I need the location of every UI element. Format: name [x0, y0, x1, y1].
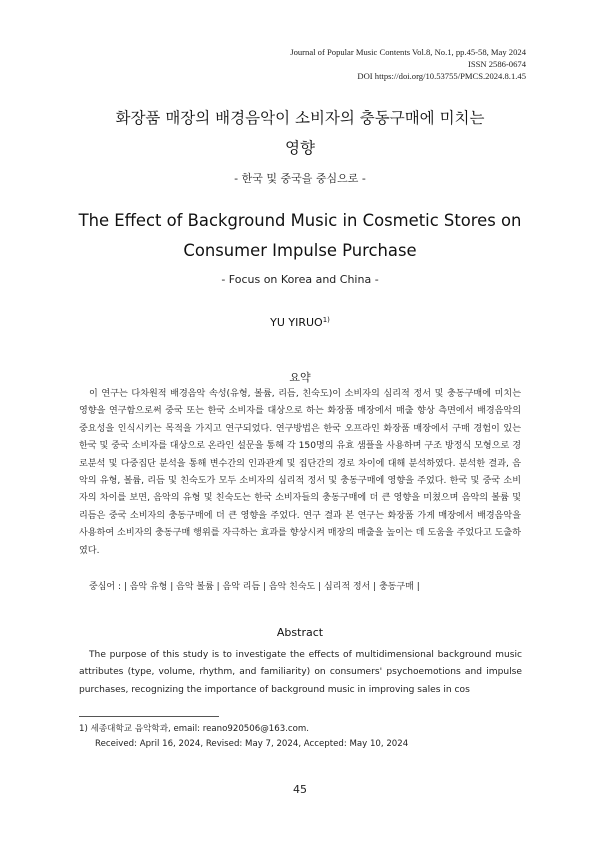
author-name: YU YIRUO	[270, 316, 323, 329]
english-title	[40, 206, 560, 266]
english-subtitle: - Focus on Korea and China -	[221, 273, 379, 286]
footnote	[79, 722, 539, 752]
korean-abstract-heading: 요약	[289, 371, 311, 384]
korean-title	[60, 103, 540, 163]
korean-title-line2: 영향	[285, 139, 315, 157]
footnote-divider	[79, 716, 219, 717]
author-line	[60, 316, 540, 329]
korean-abstract-body: 이 연구는 다차원적 배경음악 속성(유형, 볼륨, 리듬, 친숙도)이 소비자의 심리적 정서 및 충동구매에 미치는 영향을 연구함으로써 중국 또는 한국 소비자를 대상으로 하는 화장품 매장에서 매출 향상 측면에서 배경음악의 중요성을 인식시키는 목적을 가지고 연구되었다. 연구방법은 한국 오프라인 화장품 매장에서 구매 경험이 있는 한국 및 중국 소비자를 대상으로 온라인 설문을 통해 각 150명의 유효 샘플을 사용하며 구조 방정식 모형으로 경로분석 및 다중집단 분석을 통해 변수간의 인과관계 및 집단간의 경로 차이에 대해 분석하였다. 분석한 결과, 음악의 유형, 볼륨, 리듬 및 친숙도가 모두 소비자의 심리적 정서 및 충동구매에 영향을 주었다. 한국 및 중국 소비자의 차이를 보면, 음악의 유형 및 친숙도는 한국 소비자들의 충동구매에 더 큰 영향을 미쳤으며 음악의 볼륨 및 리듬은 중국 소비자의 충동구매에 더 큰 영향을 주었다. 연구 결과 본 연구는 화장품 가게 매장에서 배경음악을 사용하여 소비자의 충동구매 행위를 자극하는 효과를 향상시켜 매장의 매출을 높이는 데 도움을 주었다고 도출하였다.	[79, 389, 521, 556]
footnote-dates: Received: April 16, 2024, Revised: May 7, 2024, Accepted: May 10, 2024	[95, 739, 409, 749]
author-footnote-mark: 1)	[322, 316, 330, 324]
korean-keywords: 중심어 : | 음악 유형 | 음악 볼륨 | 음악 리듬 | 음악 친숙도 | 심리적 정서 | 충동구매 |	[89, 582, 420, 592]
english-title-line2: Consumer Impulse Purchase	[183, 241, 417, 260]
korean-subtitle: - 한국 및 중국을 중심으로 -	[234, 172, 366, 185]
journal-citation: Journal of Popular Music Contents Vol.8, No.1, pp.45-58, May 2024	[290, 47, 526, 57]
journal-issn: ISSN 2586-0674	[467, 59, 526, 70]
english-title-line1: The Effect of Background Music in Cosmetic Stores on	[78, 211, 522, 230]
english-abstract-body: The purpose of this study is to investigate the effects of multidimensional background music attributes (type, volume, rhythm, and familiarity) on consumers' psychoemotions and impulse purchases, recognizing the importance of background music in improving sales in cos	[79, 650, 522, 695]
journal-doi: DOI https://doi.org/10.53755/PMCS.2024.8.1.45	[357, 71, 526, 82]
korean-title-line1: 화장품 매장의 배경음악이 소비자의 충동구매에 미치는	[115, 109, 485, 127]
footnote-affiliation: 1) 세종대학교 음악학과, email: reano920506@163.com.	[79, 724, 310, 734]
english-abstract-heading: Abstract	[276, 626, 324, 639]
journal-header	[290, 46, 526, 83]
page-number: 45	[293, 783, 307, 796]
